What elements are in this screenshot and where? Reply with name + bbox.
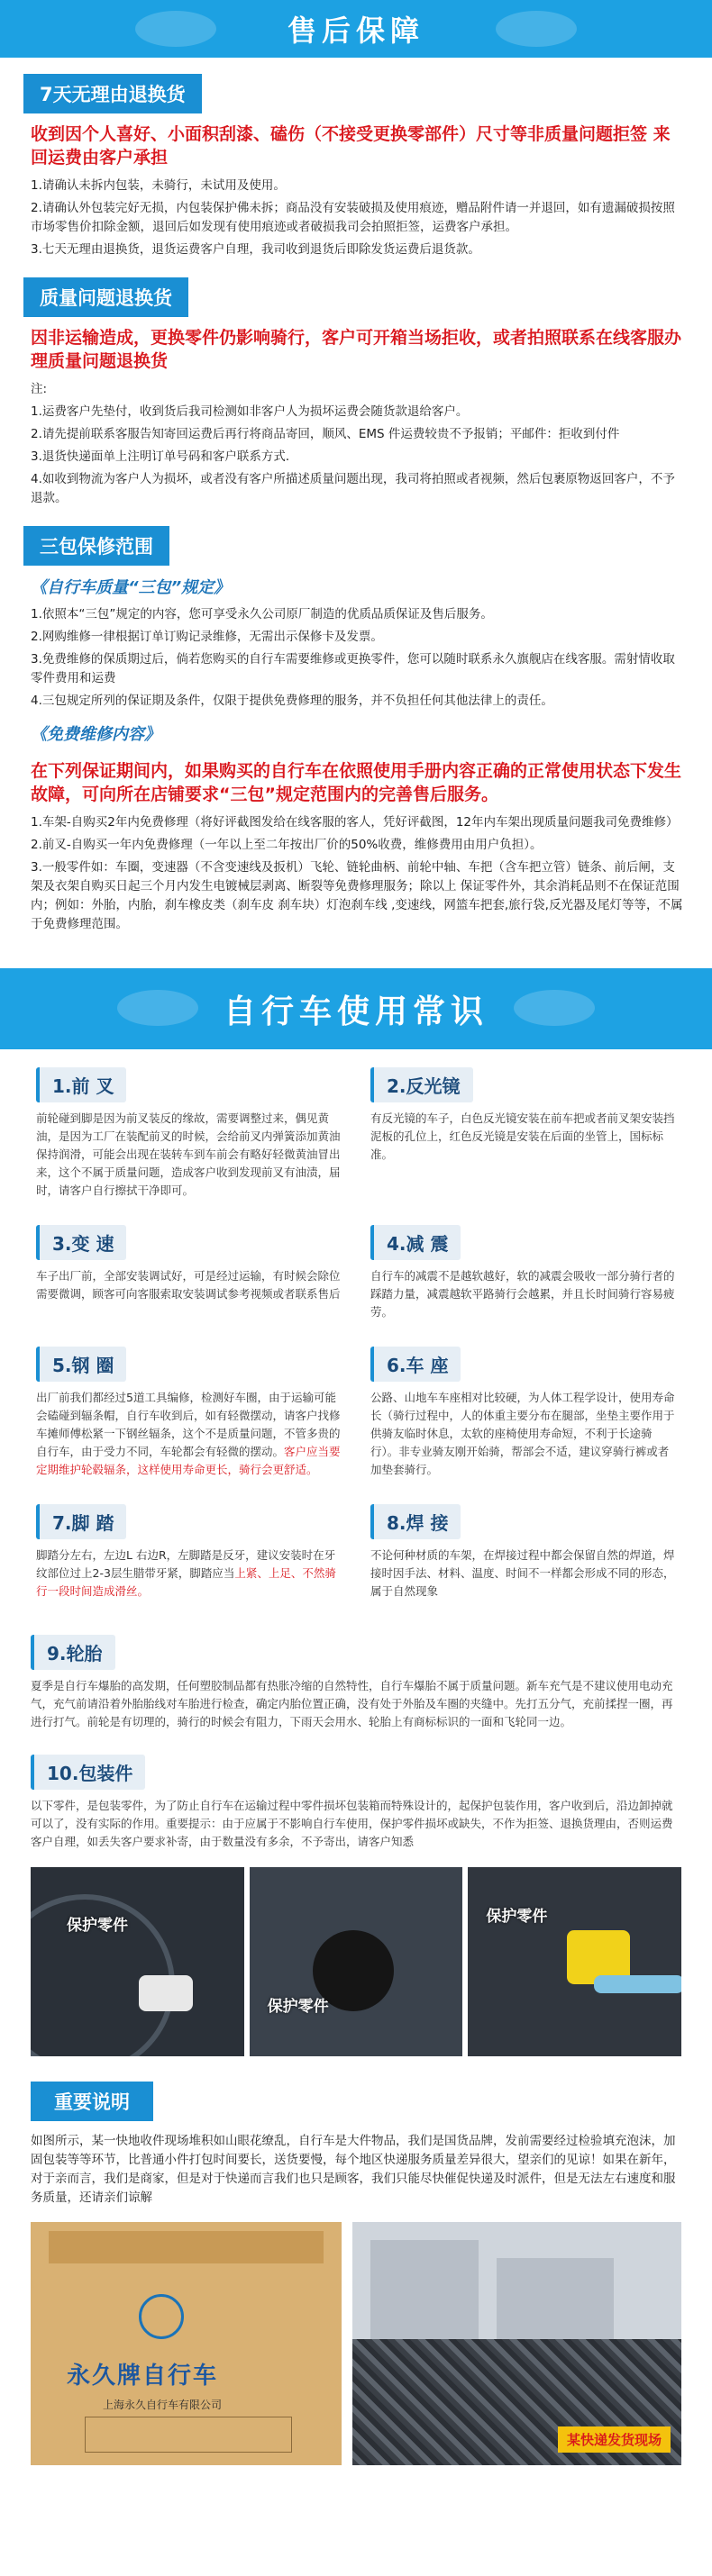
usage-banner xyxy=(0,968,712,1049)
usage-item-text: 公路、山地车车座相对比较硬，为人体工程学设计，使用寿命长（骑行过程中，人的体重主要分布在腿部，坐垫主要作用于供骑友临时休息，太软的座椅使用寿命短，不利于长途骑行）。非专业骑友刚开始骑，帮部会不适，建议穿骑行裤或者加垫套骑行。 xyxy=(370,1391,675,1476)
warranty-rule-line: 2.网购维修一律根据订单订购记录维修，无需出示保修卡及发票。 xyxy=(31,630,383,644)
usage-item-title: 1.前 叉 xyxy=(36,1067,126,1102)
box-brand-text: 永久牌自行车 xyxy=(67,2363,219,2390)
usage-item-title: 10.包装件 xyxy=(31,1755,145,1790)
usage-item-text: 自行车的减震不是越软越好，软的减震会吸收一部分骑行者的踩踏力量，减震越软平路骑行会越累，并且长时间骑行容易疲劳。 xyxy=(370,1269,675,1319)
seven-day-line: 2.请确认外包装完好无损，内包装保护佛未拆；商品没有安装破损及使用痕迹，赠品附件请一并退回，如有遗漏破损按照市场零售价扣除金额，退回后如发现有使用痕迹或者破损我司会拍照拒签，运费客户承担。 xyxy=(31,201,675,234)
bicycle-logo-icon xyxy=(139,2294,184,2339)
free-repair-red-note: 在下列保证期间内，如果购买的自行车在依照使用手册内容正确的正常使用状态下发生故障，可向所在店铺要求“三包”规定范围内的完善售后服务。 xyxy=(31,761,682,804)
quality-return-tab: 质量问题退换货 xyxy=(23,277,188,317)
after-sale-banner xyxy=(0,0,712,58)
section-spacer xyxy=(0,936,712,968)
protective-cap-shape xyxy=(139,1975,193,2011)
quality-line: 4.如收到物流为客户人为损坏，或者没有客户所描述质量问题出现，我司将拍照或者视频，然后包裹原物返回客户，不予退款。 xyxy=(31,472,675,505)
quality-line: 3.退货快递面单上注明订单号码和客户联系方式． xyxy=(31,449,298,464)
usage-item-tire xyxy=(0,1617,712,1737)
important-notice-tab: 重要说明 xyxy=(31,2082,153,2121)
protective-part-label: 保护零件 xyxy=(67,1917,128,1935)
bicycle-box-photo xyxy=(31,2222,342,2465)
usage-item-title: 7.脚 踏 xyxy=(36,1504,126,1539)
quality-return-red-note: 因非运输造成，更换零件仍影响骑行，客户可开箱当场拒收，或者拍照联系在线客服办理质量问题退换货 xyxy=(31,328,682,371)
usage-item-title: 6.车 座 xyxy=(370,1347,461,1382)
important-notice-text xyxy=(0,2127,712,2211)
box-company-text: 上海永久自行车有限公司 xyxy=(103,2399,223,2411)
warehouse-photo-tag: 某快递发货现场 xyxy=(558,2426,671,2453)
usage-grid xyxy=(0,1049,712,1617)
courier-warehouse-photo xyxy=(352,2222,681,2465)
usage-item-text: 不论何种材质的车架，在焊接过程中都会保留自然的焊道，焊接时因手法、材料、温度、时间不一样都会形成不同的形态，属于自然现象 xyxy=(370,1548,675,1598)
usage-item-rim xyxy=(22,1338,356,1495)
free-repair-line: 2.前叉-自购买一年内免费修理（一年以上至二年按出厂价的50%收费，维修费用由用户负担）。 xyxy=(31,838,543,852)
box-label-panel xyxy=(85,2417,292,2453)
usage-item-title: 3.变 速 xyxy=(36,1225,126,1260)
quality-line: 1.运费客户先垫付，收到货后我司检测如非客户人为损坏运费会随货款退给客户。 xyxy=(31,404,469,419)
usage-item-title: 4.减 震 xyxy=(370,1225,461,1260)
banner-cloud-decoration xyxy=(496,11,577,47)
usage-item-welding xyxy=(356,1495,690,1617)
usage-item-packaging xyxy=(0,1737,712,1856)
usage-item-text: 车子出厂前，全部安装调试好，可是经过运输，有时候会除位需要微调，顾客可向客服索取安装调试参考视频或者联系售后 xyxy=(36,1269,341,1301)
quality-note-label: 注: xyxy=(31,382,48,396)
usage-item-title: 9.轮胎 xyxy=(31,1635,115,1670)
usage-item-saddle xyxy=(356,1338,690,1495)
important-notice-body: 如图所示，某一快地收件现场堆积如山眼花缭乱，自行车是大件物品，我们是国货品牌，发前需要经过检验填充泡沫，加固包装等等环节，比普通小件打包时间要长，送货要慢，每个地区快递服务质量差异很大，望亲们的见谅！如果在新年，对于亲而言，我们是商家，但是对于快递而言我们也只是顾客，我们只能尽快催促快递及时派件，但是无法左右速度和服务质量，还请亲们谅解 xyxy=(31,2134,676,2205)
usage-item-title: 2.反光镜 xyxy=(370,1067,473,1102)
warranty-rule-line: 3.免费维修的保质期过后，倘若您购买的自行车需要维修或更换零件，您可以随时联系永久旗舰店在线客服。需射情收取零件费用和运费 xyxy=(31,652,675,685)
warranty-tab: 三包保修范围 xyxy=(23,526,169,566)
protective-part-photo xyxy=(250,1867,463,2056)
protective-part-label: 保护零件 xyxy=(267,1998,329,2016)
free-repair-heading: 《免费维修内容》 xyxy=(31,725,160,744)
protective-part-label: 保护零件 xyxy=(486,1908,548,1926)
seven-day-line: 1.请确认未拆内包装，未骑行，未试用及使用。 xyxy=(31,178,286,193)
box-flap-shape xyxy=(49,2231,324,2263)
seven-day-return-tab: 7天无理由退换货 xyxy=(23,74,202,113)
usage-item-gears xyxy=(22,1216,356,1338)
warranty-rules-heading: 《自行车质量“三包”规定》 xyxy=(31,578,231,597)
protective-part-photo xyxy=(31,1867,244,2056)
banner-cloud-decoration xyxy=(117,990,198,1026)
protective-parts-photos xyxy=(0,1856,712,2056)
protective-part-photo xyxy=(468,1867,681,2056)
usage-item-title: 8.焊 接 xyxy=(370,1504,461,1539)
free-repair-line: 1.车架-自购买2年内免费修理（将好评截图发给在线客服的客人，凭好评截图，12年内车架出现质量问题我司免费维修） xyxy=(31,815,679,830)
usage-item-reflector xyxy=(356,1058,690,1216)
seven-day-return-red-note: 收到因个人喜好、小面积刮漆、磕伤（不接受更换零部件）尺寸等非质量问题拒签 来回运费由客户承担 xyxy=(31,124,671,168)
usage-item-text: 夏季是自行车爆胎的高发期，任何塑胶制品都有热胀冷缩的自然特性，自行车爆胎不属于质量问题。新车充气是不建议使用电动充气，充气前请沿着外胎胎线对车胎进行检查，确定内胎位置正确，没有处于外胎及车圈的夹缝中。先打五分气，充前揉捏一圈，再进行打气。前轮是有切理的，骑行的时候会有阻力，下雨天会用水、轮胎上有商标标识的一面和飞轮同一边。 xyxy=(31,1679,673,1728)
seven-day-line: 3.七天无理由退换货，退货运费客户自理，我司收到退货后即除发货运费后退货款。 xyxy=(31,242,480,257)
free-repair-line: 3.一般零件如：车圈，变速器（不含变速线及扳机）飞轮、链轮曲柄、前轮中轴、车把（含车把立管）链条、前后闸，支架及衣架自购买日起三个月内发生电镀械层剥离、断裂等免费修理服务；除以上 保证零件外，其余消耗品则不在保证范围内；例如：外胎，内胎，刹车橡皮类（刹车皮 刹车块）灯泡刹车线 ,变速线，网篮车把套,旅行袋,反光器及尾灯等等，不属于免费修理范围。 xyxy=(31,860,683,931)
notice-photos xyxy=(0,2211,712,2465)
after-sale-banner-title: 售后保障 xyxy=(287,14,424,48)
usage-item-highlight: 上紧、上足、不然骑行一段时间造成滑丝。 xyxy=(36,1566,336,1598)
usage-item-text-wrap xyxy=(31,1547,347,1601)
warranty-rule-line: 1.依照本“三包”规定的内容，您可享受永久公司原厂制造的优质品质保证及售后服务。 xyxy=(31,607,493,621)
banner-cloud-decoration xyxy=(514,990,595,1026)
usage-banner-title: 自行车使用常识 xyxy=(223,993,488,1030)
building-shape xyxy=(370,2240,479,2339)
usage-item-fork xyxy=(22,1058,356,1216)
usage-item-title: 5.钢 圈 xyxy=(36,1347,126,1382)
quality-line: 2.请先提前联系客服告知寄回运费后再行将商品寄回，顺风、EMS 件运费较贵不予报销；平邮件：拒收到付件 xyxy=(31,427,620,441)
usage-item-suspension xyxy=(356,1216,690,1338)
usage-item-text-wrap xyxy=(31,1389,347,1479)
usage-item-text: 脚踏分左右，左边L 右边R，左脚踏是反牙，建议安装时在牙纹部位过上2-3层生腊带牙紧，脚踏应当 xyxy=(36,1548,336,1580)
quality-return-section xyxy=(0,261,712,510)
usage-item-text: 以下零件，是包装零件，为了防止自行车在运输过程中零件损坏包装箱而特殊设计的，起保护包装作用，客户收到后，沿边卸掉就可以了，没有实际的作用。重要提示：由于应属于不影响自行车使用，保护零件损坏或缺失，不作为拒签、退换货理由，否则运费客户自理，如丢失客户要求补寄，由于数量没有多余，不予寄出，请客户知悉 xyxy=(31,1799,673,1848)
banner-cloud-decoration xyxy=(135,11,216,47)
usage-item-text: 前轮碰到脚是因为前叉装反的缘故，需要调整过来，偶见黄油，是因为工厂在装配前叉的时候，会给前叉内弹簧添加黄油保持润滑，可能会出现在装转车到车前会有略好轻微黄油冒出来，这个不属于质量问题，造成客户收到发现前叉有油渍，届时，请客户自行擦拭干净即可。 xyxy=(36,1111,341,1197)
usage-item-text: 出厂前我们都经过5道工具编修，检测好车圈，由于运输可能会磕碰到辐条帽，自行车收到后，如有轻微摆动，请客户找修车摊师傅松紧一下钢丝辐条，这个不是质量问题，不管多贵的自行车，由于受力不同，车轮都会有轻微的摆动。 xyxy=(36,1391,341,1458)
warranty-rule-line: 4.三包规定所列的保证期及条件，仅限于提供免费修理的服务，并不负担任何其他法律上的责任。 xyxy=(31,694,553,708)
usage-item-text: 有反光镜的车子，白色反光镜安装在前车把或者前叉架安装挡泥板的孔位上，红色反光镜是安装在后面的坐管上，国标标准。 xyxy=(370,1111,675,1161)
building-shape xyxy=(497,2258,614,2339)
warranty-section xyxy=(0,510,712,936)
usage-item-highlight: 客户应当要定期维护轮毂辐条，这样使用寿命更长，骑行会更舒适。 xyxy=(36,1445,341,1476)
usage-item-pedal xyxy=(22,1495,356,1617)
frame-tube-shape xyxy=(594,1975,681,1993)
seven-day-return-section xyxy=(0,58,712,261)
